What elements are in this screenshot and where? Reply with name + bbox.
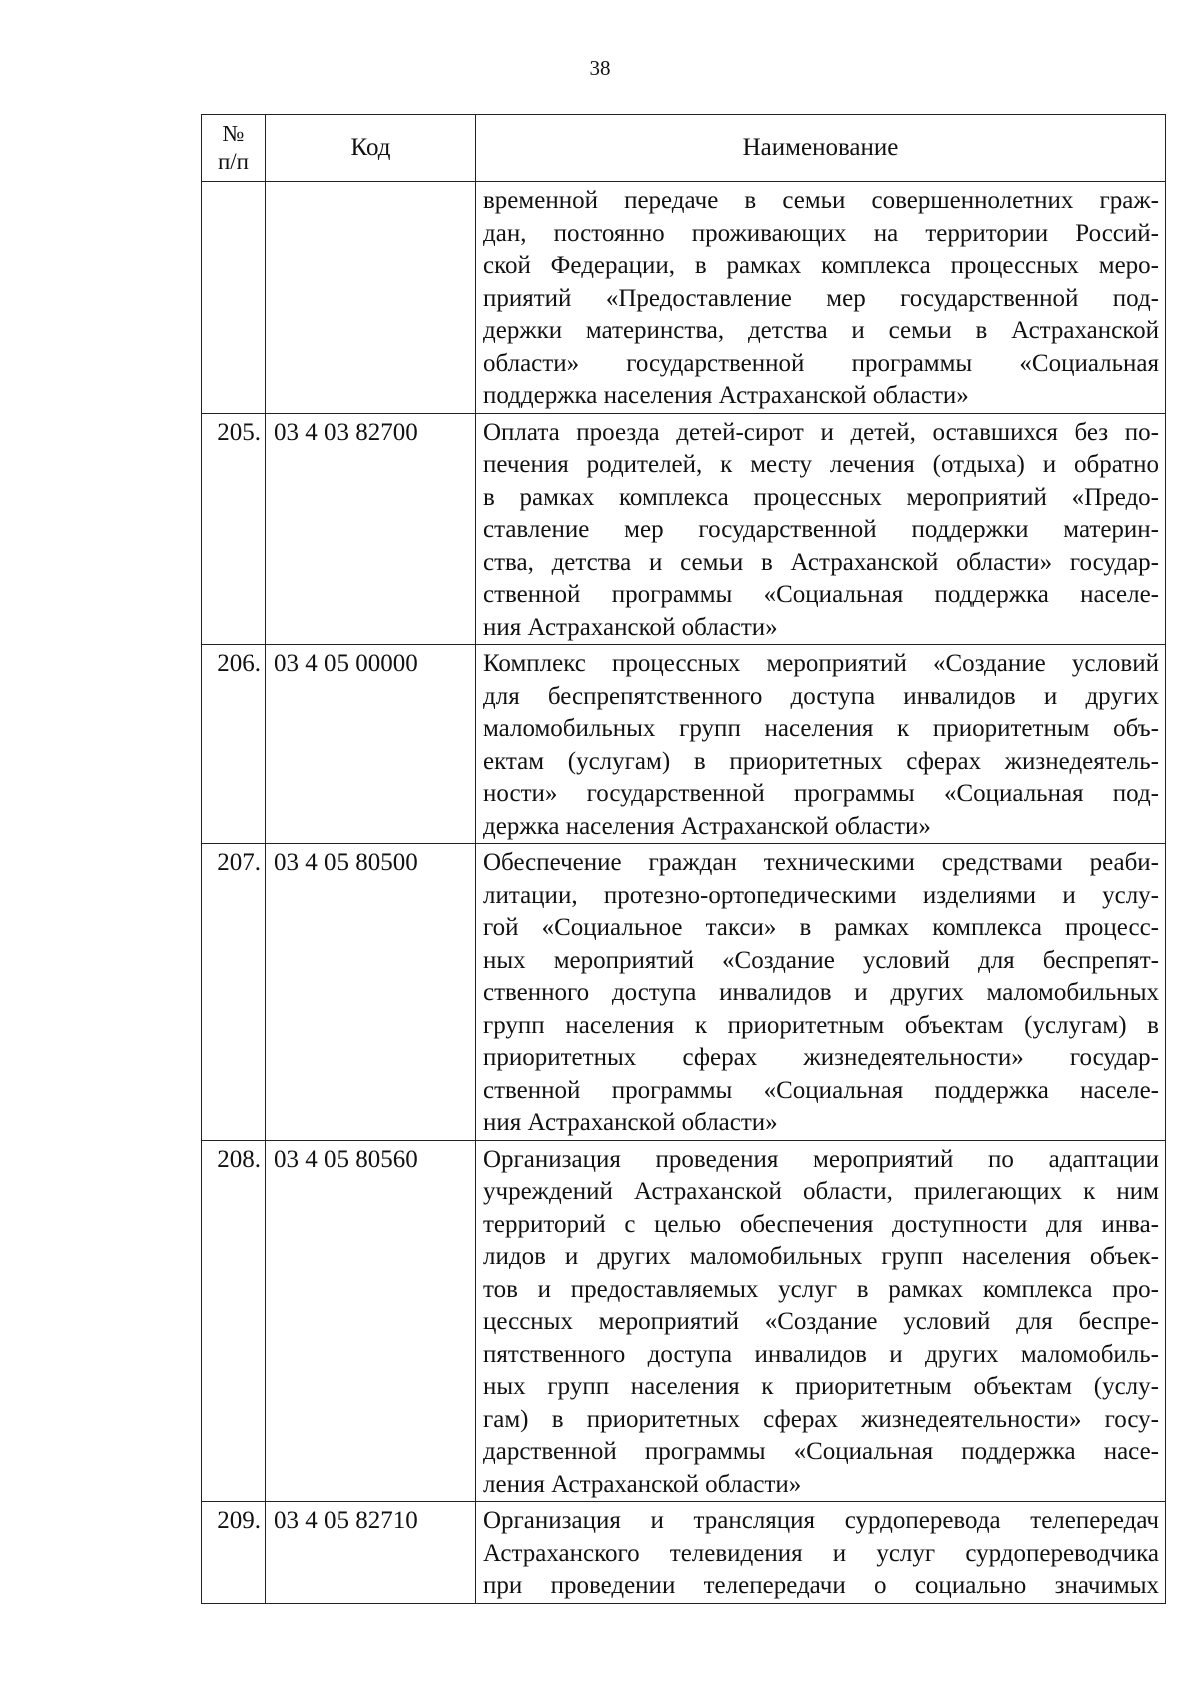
- row-name-line: для беспрепятственного доступа инвалидов и других: [483, 682, 1159, 710]
- row-name-line: печения родителей, к месту лечения (отдыха) и обратно: [483, 451, 1159, 478]
- row-name-line: Обеспечение граждан техническими средствами реаби-: [483, 849, 1159, 876]
- row-name-line: ставление мер государственной поддержки материн-: [483, 516, 1159, 543]
- row-name-line: держки материнства, детства и семьи в Астраханской: [483, 317, 1159, 344]
- header-num-abbrev: п/п: [217, 149, 249, 174]
- row-name-line: ской Федерации, в рамках комплекса процессных меро-: [483, 252, 1159, 279]
- row-name-line: Организация проведения мероприятий по адаптации: [483, 1145, 1159, 1173]
- row-name-line: ния Астраханской области»: [483, 613, 778, 641]
- budget-classification-table: [201, 114, 1166, 1604]
- row-code: 03 4 05 80560: [266, 1140, 476, 1502]
- row-name-line: маломобильных групп населения к приоритетным объ-: [483, 715, 1159, 742]
- header-num: [202, 115, 266, 182]
- row-name-line: области» государственной программы «Социальная: [483, 349, 1159, 377]
- row-name-line: Оплата проезда детей-сирот и детей, оставшихся без по-: [483, 418, 1159, 446]
- row-name-line: временной передаче в семьи совершеннолетних граж-: [483, 187, 1159, 214]
- row-name-line: поддержка населения Астраханской области»: [483, 382, 969, 409]
- row-name-line: Организация и трансляция сурдоперевода телепередач: [483, 1507, 1159, 1534]
- table-header-row: [202, 115, 1166, 182]
- row-code: 03 4 05 00000: [266, 645, 476, 844]
- row-name-line: ственного доступа инвалидов и других маломобильных: [483, 979, 1159, 1006]
- row-number: 207.: [202, 844, 266, 1141]
- row-name-line: ных групп населения к приоритетным объектам (услу-: [483, 1373, 1159, 1400]
- row-number: 208.: [202, 1140, 266, 1502]
- row-name-line: ления Астраханской области»: [483, 1470, 802, 1498]
- row-name-line: цессных мероприятий «Создание условий для беспре-: [483, 1308, 1159, 1335]
- row-name-line: дарственной программы «Социальная поддержка насе-: [483, 1438, 1159, 1465]
- row-name-line: ных мероприятий «Создание условий для беспрепят-: [483, 946, 1159, 974]
- row-name-line: тов и предоставляемых услуг в рамках комплекса про-: [483, 1275, 1159, 1303]
- row-number: 206.: [202, 645, 266, 844]
- header-num-symbol: №: [222, 121, 245, 146]
- row-name-line: при проведении телепередачи о социально значимых: [483, 1572, 1159, 1599]
- row-name-line: гой «Социальное такси» в рамках комплекса процесс-: [483, 914, 1159, 941]
- row-number: [202, 182, 266, 414]
- header-name: Наименование: [476, 115, 1166, 182]
- table-row: [202, 182, 1166, 414]
- row-name-line: ственной программы «Социальная поддержка населе-: [483, 1076, 1159, 1104]
- row-name-line: ности» государственной программы «Социальная под-: [483, 780, 1159, 807]
- row-name-line: пятственного доступа инвалидов и других маломобиль-: [483, 1340, 1159, 1368]
- header-code: Код: [266, 115, 476, 182]
- row-name-line: Астраханского телевидения и услуг сурдопереводчика: [483, 1539, 1159, 1567]
- row-code: 03 4 05 80500: [266, 844, 476, 1141]
- page-number: 38: [589, 56, 611, 80]
- row-number: 205.: [202, 413, 266, 645]
- row-code: [266, 182, 476, 414]
- row-number: 209.: [202, 1502, 266, 1604]
- row-name-line: ства, детства и семьи в Астраханской области» государ-: [483, 548, 1159, 576]
- row-name-line: дан, постоянно проживающих на территории Россий-: [483, 219, 1159, 247]
- table-row: [202, 413, 1166, 645]
- row-name: [476, 182, 1166, 414]
- row-name-line: лидов и других маломобильных групп населения объек-: [483, 1243, 1159, 1270]
- row-name-line: в рамках комплекса процессных мероприятий «Предо-: [483, 483, 1159, 511]
- table-row: [202, 1140, 1166, 1502]
- row-name-line: групп населения к приоритетным объектам (услугам) в: [483, 1011, 1159, 1039]
- table-row: [202, 844, 1166, 1141]
- row-name-line: приоритетных сферах жизнедеятельности» государ-: [483, 1044, 1159, 1071]
- row-name-line: держка населения Астраханской области»: [483, 812, 931, 840]
- row-name: [476, 413, 1166, 645]
- row-name-line: Комплекс процессных мероприятий «Создание условий: [483, 650, 1159, 677]
- table-row: [202, 1502, 1166, 1604]
- row-name: [476, 1140, 1166, 1502]
- table-body: [202, 182, 1166, 1604]
- row-name-line: учреждений Астраханской области, прилегающих к ним: [483, 1178, 1159, 1205]
- row-name: [476, 645, 1166, 844]
- row-name-line: территорий с целью обеспечения доступности для инва-: [483, 1210, 1159, 1238]
- row-name-line: литации, протезно-ортопедическими изделиями и услу-: [483, 881, 1159, 909]
- row-code: 03 4 03 82700: [266, 413, 476, 645]
- table-row: [202, 645, 1166, 844]
- row-name-line: гам) в приоритетных сферах жизнедеятельности» госу-: [483, 1405, 1159, 1433]
- row-name-line: ственной программы «Социальная поддержка населе-: [483, 581, 1159, 608]
- row-name: [476, 844, 1166, 1141]
- row-name-line: приятий «Предоставление мер государственной под-: [483, 284, 1159, 312]
- row-name-line: ектам (услугам) в приоритетных сферах жизнедеятель-: [483, 747, 1159, 775]
- row-name: [476, 1502, 1166, 1604]
- row-code: 03 4 05 82710: [266, 1502, 476, 1604]
- row-name-line: ния Астраханской области»: [483, 1109, 778, 1136]
